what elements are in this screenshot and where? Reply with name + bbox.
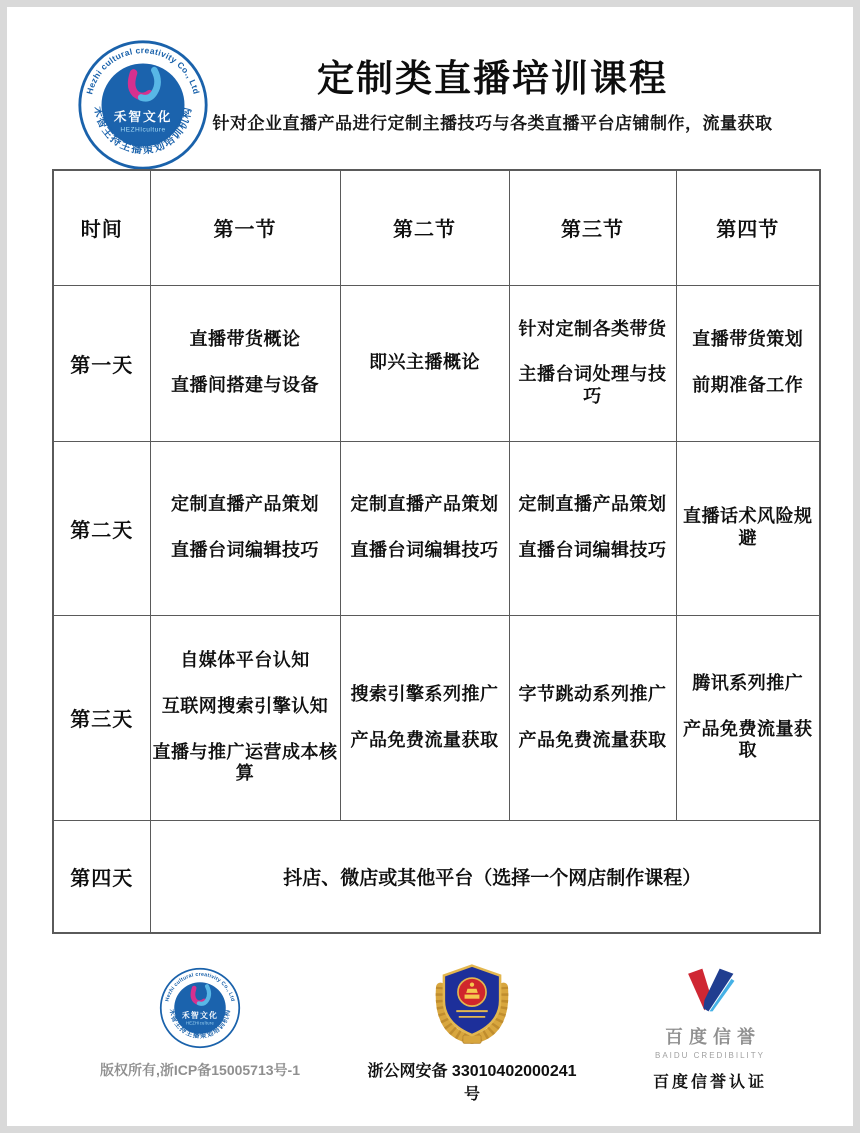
cell-line: 直播带货策划 [692,329,804,350]
cell-line: 产品免费流量获取 [683,718,813,761]
table-row-day4 [53,820,820,933]
cell-line: 产品免费流量获取 [350,729,499,750]
baidu-brand-en: BAIDU CREDIBILITY [654,1051,765,1060]
cell-line: 直播间搭建与设备 [171,375,319,395]
cell-line: 直播带货概论 [189,329,301,350]
course-cell [150,615,340,820]
course-cell [150,441,340,615]
table-header-row [53,170,820,285]
cell-line: 即兴主播概论 [369,352,480,373]
cell-line: 直播与推广运营成本核算 [152,741,338,784]
course-cell [150,285,340,441]
column-header-session3: 第三节 [509,170,676,285]
cell-line: 定制直播产品策划 [171,494,319,515]
cell-line: 互联网搜索引擎认知 [161,695,329,716]
day-cell: 第二天 [53,441,150,615]
column-header-time: 时间 [53,170,150,285]
table-row-day2 [53,441,820,615]
page-title: 定制类直播培训课程 [317,58,668,99]
course-cell-fullwidth [150,820,820,933]
cell-line: 字节跳动系列推广 [518,683,667,704]
page-subtitle: 针对企业直播产品进行定制主播技巧与各类直播平台店铺制作，流量获取 [212,114,773,133]
course-cell [340,441,509,615]
hezhi-company-seal-icon [159,967,241,1049]
baidu-credibility-icon [682,965,738,1013]
day-cell: 第一天 [53,285,150,441]
cell-line: 搜索引擎系列推广 [350,683,499,704]
cell-line: 腾讯系列推广 [692,673,804,694]
cell-line: 定制直播产品策划 [518,494,667,515]
cell-line: 直播台词编辑技巧 [518,540,667,560]
column-header-session4: 第四节 [676,170,820,285]
cell-line: 直播台词编辑技巧 [171,540,319,560]
cell-line: 产品免费流量获取 [518,729,667,750]
footer-baidu-block [620,965,800,1092]
course-cell [340,285,509,441]
course-cell [676,615,820,820]
footer-police-filing-block [362,959,582,1104]
baidu-brand-cn: 百度信誉 [665,1027,761,1047]
course-cell [676,285,820,441]
day-cell: 第三天 [53,615,150,820]
course-cell [509,441,676,615]
police-filing-text: 浙公网安备 33010402000241号 [367,1063,577,1103]
hezhi-company-seal-icon [77,39,209,171]
cell-line: 抖店、微店或其他平台（选择一个网店制作课程） [283,867,702,889]
course-cell [509,615,676,820]
course-cell [340,615,509,820]
police-badge-icon [425,959,519,1045]
cell-line: 主播台词处理与技巧 [518,364,667,406]
column-header-session2: 第二节 [340,170,509,285]
cell-line: 直播台词编辑技巧 [350,540,499,560]
course-cell [676,441,820,615]
cell-line: 前期准备工作 [692,375,804,395]
course-cell [509,285,676,441]
table-row-day1 [53,285,820,441]
day-cell: 第四天 [53,820,150,933]
cell-line: 自媒体平台认知 [180,650,310,671]
baidu-cert-label: 百度信誉认证 [652,1074,767,1091]
column-header-session1: 第一节 [150,170,340,285]
cell-line: 定制直播产品策划 [350,494,499,515]
footer-copyright-block [100,967,300,1080]
cell-line: 针对定制各类带货 [518,318,667,339]
schedule-table [52,169,821,934]
table-row-day3 [53,615,820,820]
copyright-text: 版权所有,浙ICP备15005713号-1 [100,1062,300,1078]
cell-line: 直播话术风险规避 [683,506,813,548]
header [205,57,780,134]
